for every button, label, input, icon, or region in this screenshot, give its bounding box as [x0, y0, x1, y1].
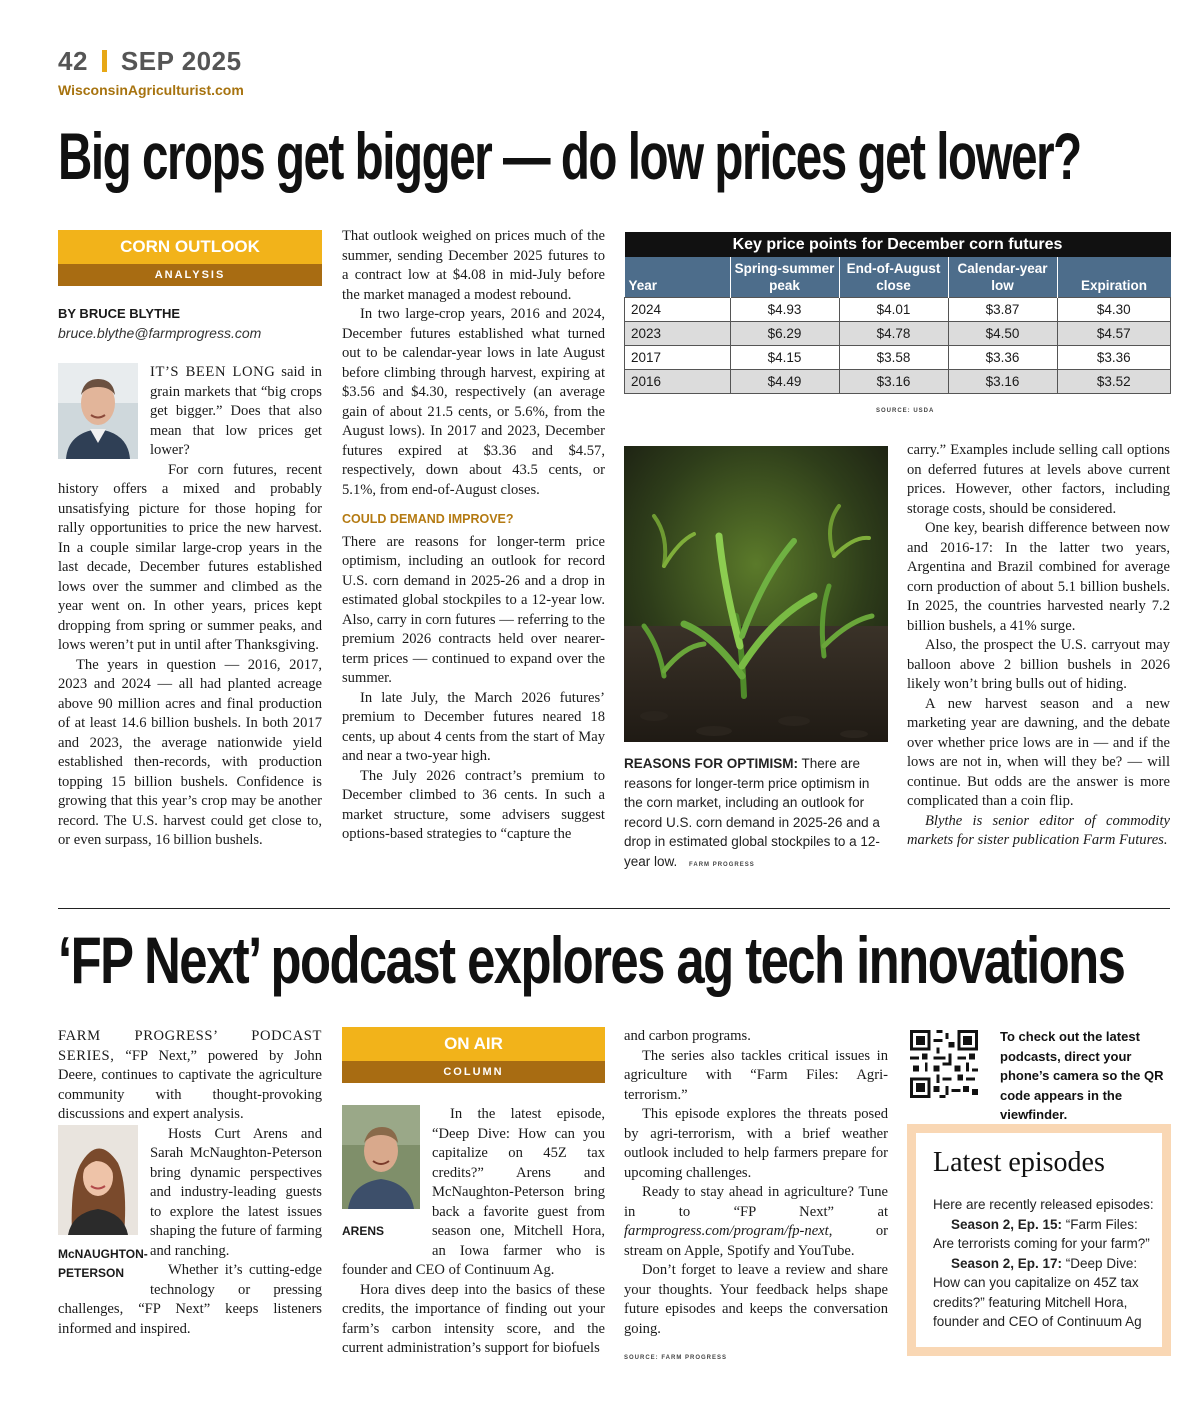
episode-item[interactable]	[933, 1254, 1155, 1332]
article-source: SOURCE: FARM PROGRESS	[624, 1355, 728, 1361]
column-header: End-of-August close	[839, 257, 948, 298]
issue-date: SEP 2025	[120, 46, 242, 76]
photo-credit: FARM PROGRESS	[689, 861, 755, 868]
table-cell: 2017	[625, 346, 731, 370]
byline: BY BRUCE BLYTHE	[58, 306, 181, 321]
kicker-bottom: ANALYSIS	[58, 264, 322, 286]
table-cell: $4.30	[1057, 298, 1171, 322]
table-cell: $4.49	[730, 370, 839, 394]
paragraph: There are reasons for longer-term price optimism, including an outlook for record U.S. corn demand in 2025-26 and a drop in estimated global stockpiles to a 12-year low. Also, carry in corn futures — referring to the premium 2026 contracts held over nearer-term prices — continued to expand over the summer.	[342, 533, 606, 686]
portrait-label: ARENS	[342, 1223, 385, 1238]
caption-lead: REASONS FOR OPTIMISM:	[624, 756, 799, 771]
table-cell: $3.36	[1057, 346, 1171, 370]
tune-in-text: Ready to stay ahead in agriculture? Tune in to “FP Next” at	[624, 1184, 888, 1220]
episode-text: “Farm Files: Are terrorists coming for your farm?”	[933, 1216, 1150, 1251]
caption-text: There are reasons for longer-term price optimism in the corn market, including an outlook for record U.S. corn demand in 2025-26 and a drop in estimated global stockpiles to a 12-year low.	[624, 756, 880, 869]
paragraph: In the latest episode, “Deep Dive: How can you capitalize on 45Z tax credits?” Arens and McNaughton-Peterson bring back a favorite guest from season one, Mitchell Hora, an Iowa farmer who is founder and CEO of Continuum Ag.	[342, 1106, 605, 1278]
tune-in-paragraph	[624, 1183, 888, 1261]
corn-seedling-icon	[624, 446, 888, 742]
qr-code[interactable]	[907, 1027, 981, 1101]
subhead: COULD DEMAND IMPROVE?	[342, 512, 514, 526]
article-column-3	[624, 1027, 888, 1369]
table-cell: $4.50	[948, 322, 1057, 346]
article-column-1	[58, 1027, 322, 1339]
paragraph: Also, the prospect the U.S. carryout may balloon above 2 billion bushels in 2026 likely won’t bring bulls out of hiding.	[907, 637, 1170, 692]
lead-in: IT’S BEEN LONG	[150, 364, 276, 380]
table-row	[625, 346, 1171, 370]
table-cell: $4.15	[730, 346, 839, 370]
photo-caption	[624, 754, 886, 875]
episode-label: Season 2, Ep. 15:	[951, 1216, 1063, 1232]
paragraph: One key, bearish difference between now and 2016-17: In the latter two years, Argentina and Brazil combined for average corn production of about 5.1 billion bushels. In 2025, the countries harvested nearly 7.2 billion bushels, a 41% surge.	[907, 520, 1170, 634]
qr-code-icon	[907, 1027, 981, 1101]
author-email: bruce.blythe@farmprogress.com	[58, 325, 262, 341]
table-cell: $3.52	[1057, 370, 1171, 394]
paragraph: Don’t forget to leave a review and share your thoughts. Your feedback helps shape future episodes and keeps the conversation going.	[624, 1262, 888, 1337]
table-cell: 2016	[625, 370, 731, 394]
paragraph: This episode explores the threats posed by agri-terrorism, with a brief weather outlook included to help farmers prepare for upcoming challenges.	[624, 1106, 888, 1181]
episode-label: Season 2, Ep. 17:	[951, 1255, 1063, 1271]
kicker-top: ON AIR	[342, 1027, 605, 1061]
paragraph: Hora dives deep into the basics of these credits, the importance of finding out your farm’s carbon intensity score, and the current administration’s support for biofuels	[342, 1281, 605, 1356]
episode-intro: Here are recently released episodes:	[933, 1197, 1154, 1212]
paragraph: For corn futures, recent history offers a mixed and probably unsatisfying picture for those hoping for rally opportunities to price the new harvest. In a couple similar large-crop years in the last decade, December futures established lows over the summer and climbed as the year went on. In other years, prices kept dropping from spring or summer peaks, and lows weren’t put in until after Thanksgiving.	[58, 461, 322, 653]
author-photo	[58, 363, 138, 459]
qr-instructions: To check out the latest podcasts, direct your phone’s camera so the QR code appears in the viewfinder.	[1000, 1029, 1164, 1122]
latest-episodes-box	[907, 1124, 1171, 1356]
table-cell: $4.93	[730, 298, 839, 322]
article-column-4	[907, 441, 1170, 851]
portrait-block	[58, 1125, 148, 1284]
site-name: WisconsinAgriculturist.com	[58, 82, 244, 98]
column-header: Year	[625, 257, 731, 298]
author-tagline: Blythe is senior editor of commodity markets for sister publication Farm Futures.	[907, 812, 1170, 848]
table-cell: $3.58	[839, 346, 948, 370]
episode-list	[933, 1195, 1155, 1332]
portrait-block	[342, 1105, 420, 1241]
tune-in-text: , or stream on Apple, Spotify and YouTube.	[624, 1223, 888, 1259]
article-column-2	[342, 227, 605, 845]
table-cell: 2024	[625, 298, 731, 322]
lead-paragraph: “FP Next,” powered by John Deere, continues to captivate the agriculture community with thought-provoking discussions and expert analysis.	[58, 1047, 322, 1122]
table-cell: $4.57	[1057, 322, 1171, 346]
host-portrait-icon	[342, 1105, 420, 1209]
paragraph: That outlook weighed on prices much of the summer, sending December 2025 futures to a contract low at $4.08 in mid-July before the market managed a modest rebound.	[342, 228, 605, 303]
table-cell: 2023	[625, 322, 731, 346]
episode-text: “Deep Dive: How can you capitalize on 45Z tax credits?” featuring Mitchell Hora, founder and CEO of Continuum Ag	[933, 1255, 1142, 1329]
table-cell: $4.78	[839, 322, 948, 346]
column-header: Spring-summer peak	[730, 257, 839, 298]
article-column-2	[342, 1105, 605, 1359]
paragraph: The series also tackles critical issues in agriculture with “Farm Files: Agri-terrorism.”	[624, 1047, 888, 1103]
paragraph: The years in question — 2016, 2017, 2023 and 2024 — all had planted acreage above 90 million acres and final production of at least 14.6 billion bushels. In both 2017 and 2023, the average nationwide yield established then-records, with production topping 15 billion bushels. Confidence is growing that this year’s crop may be another record. The U.S. harvest could get close to, or even surpass, 16 billion bushels.	[58, 656, 322, 848]
table-cell: $3.36	[948, 346, 1057, 370]
table-cell: $6.29	[730, 322, 839, 346]
table-cell: $3.87	[948, 298, 1057, 322]
paragraph: In two large-crop years, 2016 and 2024, December futures established what turned out to be calendar-year lows in late August before climbing through harvest, expiring at $3.56 and $4.30, respectively (an average gain of about 21.5 cents, or 5.6%, from the August lows). In 2017 and 2023, December futures expired at $3.36 and $4.57, respectively, down about 43.5 cents, or 5.1%, from end-of-August closes.	[342, 306, 605, 498]
paragraph: and carbon programs.	[624, 1028, 751, 1044]
paragraph: Whether it’s cutting-edge technology or pressing challenges, “FP Next” keeps listeners informed and inspired.	[58, 1262, 322, 1337]
kicker-bottom: COLUMN	[342, 1061, 605, 1083]
episode-item[interactable]	[933, 1215, 1155, 1254]
column-header: Calendar-year low	[948, 257, 1057, 298]
table-row	[625, 322, 1171, 346]
table-cell: $4.01	[839, 298, 948, 322]
paragraph: In late July, the March 2026 futures’ premium to December futures neared 18 cents, up about 4 cents from the start of May and near a two-year high.	[342, 689, 605, 764]
table-cell: $3.16	[839, 370, 948, 394]
section-divider	[58, 908, 1170, 909]
table-cell: $3.16	[948, 370, 1057, 394]
folio-divider	[102, 50, 107, 72]
paragraph: Hosts Curt Arens and Sarah McNaughton-Peterson bring dynamic perspectives and industry-leading guests to explore the latest issues shaping the future of farming and ranching.	[150, 1125, 322, 1259]
price-table	[624, 232, 1171, 394]
lead-paragraph: said in grain markets that “big crops get bigger.” Does that also mean that low prices get lower?	[150, 364, 322, 458]
table-row	[625, 298, 1171, 322]
section-kicker	[342, 1027, 605, 1083]
portrait-label: McNAUGHTON-PETERSON	[58, 1247, 148, 1280]
box-title: Latest episodes	[933, 1147, 1105, 1178]
table-row	[625, 370, 1171, 394]
article-column-1	[58, 363, 322, 851]
price-table-box	[624, 232, 1171, 394]
paragraph: A new harvest season and a new marketing year are dawning, and the debate over whether price lows are in — and if the lows are not in, when will they be? — will continue. But odds are the answer is more complicated than a coin flip.	[907, 695, 1170, 809]
table-title: Key price points for December corn futures	[625, 232, 1171, 257]
podcast-link[interactable]: farmprogress.com/program/fp-next	[624, 1223, 829, 1239]
table-source: SOURCE: USDA	[876, 408, 935, 414]
page-number: 42	[58, 46, 88, 76]
author-portrait-icon	[58, 363, 138, 459]
headline: Big crops get bigger — do low prices get lower?	[58, 119, 1081, 193]
paragraph: The July 2026 contract’s premium to December climbed to 36 cents. In such a market structure, some advisers suggest options-based strategies to “capture the	[342, 767, 605, 842]
folio	[58, 46, 242, 77]
headline: ‘FP Next’ podcast explores ag tech innovations	[58, 923, 1125, 997]
section-kicker	[58, 230, 322, 286]
column-header: Expiration	[1057, 257, 1171, 298]
paragraph: carry.” Examples include selling call options on deferred futures at levels above current prices. However, other factors, including storage costs, should be considered.	[907, 442, 1170, 517]
lead-in: FARM PROGRESS’ PODCAST SERIES,	[58, 1028, 322, 1064]
kicker-top: CORN OUTLOOK	[58, 230, 322, 264]
corn-photo	[624, 446, 888, 742]
host-portrait-icon	[58, 1125, 138, 1235]
